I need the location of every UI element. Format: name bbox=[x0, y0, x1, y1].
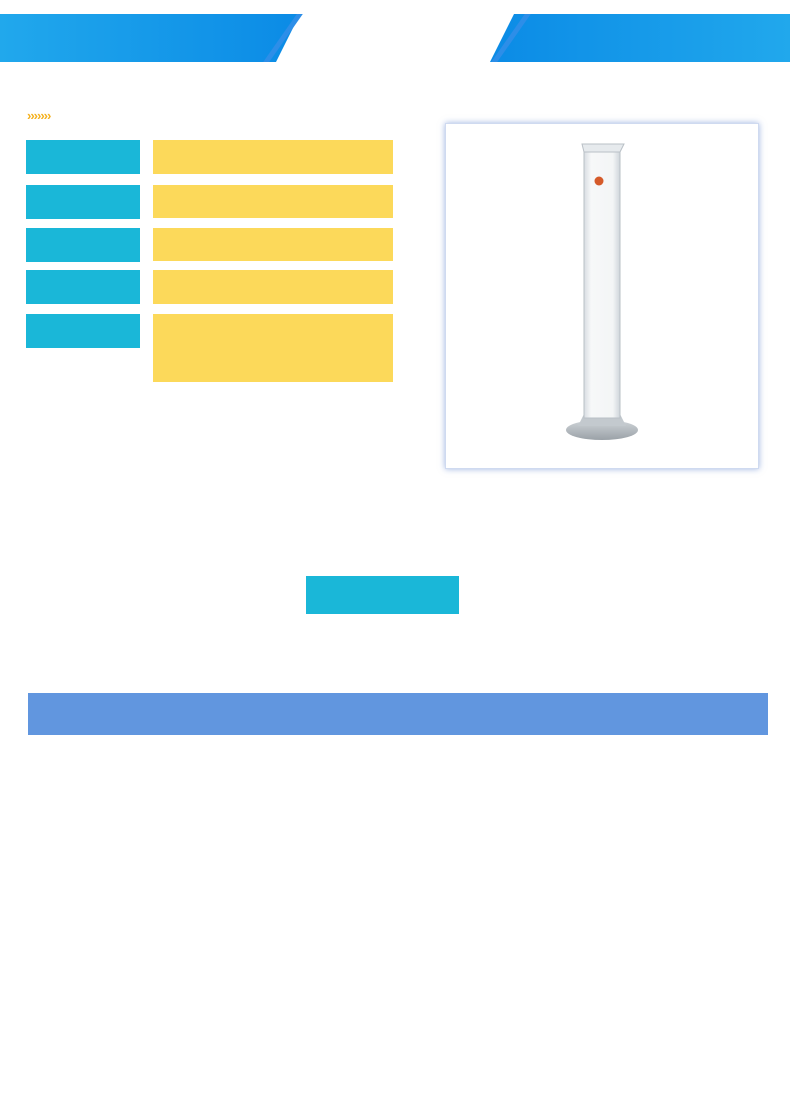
table-header bbox=[248, 694, 377, 735]
size-table bbox=[28, 693, 768, 735]
value-colour bbox=[153, 228, 393, 261]
table-header bbox=[642, 694, 768, 735]
banner-bar-right bbox=[490, 14, 790, 62]
banner-bar-left bbox=[0, 14, 300, 62]
label-description bbox=[26, 314, 140, 348]
table-header bbox=[377, 694, 506, 735]
value-packing bbox=[153, 270, 393, 304]
cylinder-body bbox=[584, 146, 620, 418]
brand-logo-icon bbox=[595, 177, 604, 186]
table-header bbox=[129, 694, 248, 735]
chevrons-icon: ››››››› bbox=[27, 108, 51, 123]
cylinder-spout bbox=[582, 144, 624, 152]
value-product-name bbox=[153, 140, 393, 174]
product-photo bbox=[445, 123, 759, 469]
label-colour bbox=[26, 228, 140, 262]
header-banner bbox=[0, 14, 790, 62]
label-product-name bbox=[26, 140, 140, 174]
value-description bbox=[153, 314, 393, 382]
label-material bbox=[26, 185, 140, 219]
table-header bbox=[506, 694, 642, 735]
graduated-cylinder-image bbox=[446, 124, 758, 468]
label-packing bbox=[26, 270, 140, 304]
value-material bbox=[153, 185, 393, 218]
product-size-button bbox=[306, 576, 459, 614]
table-header-row bbox=[29, 694, 768, 735]
table-header bbox=[29, 694, 129, 735]
